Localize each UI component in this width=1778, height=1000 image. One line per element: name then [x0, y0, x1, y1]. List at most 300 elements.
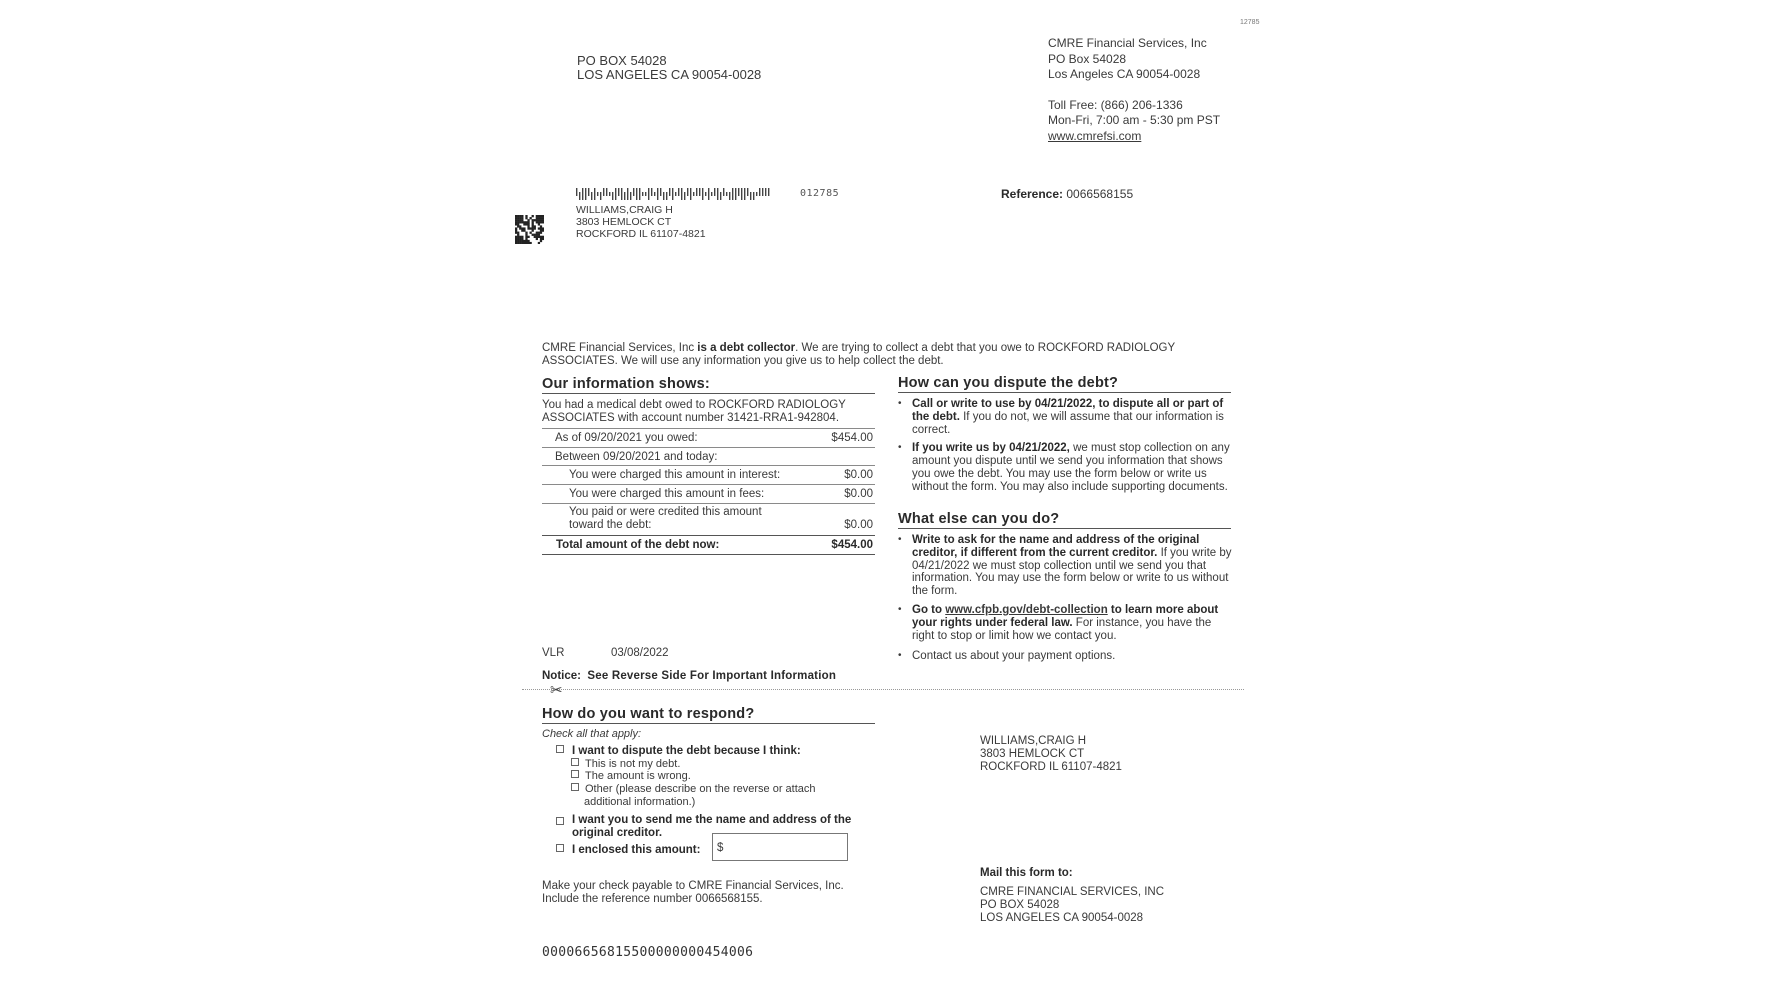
- barcode-bar: [594, 188, 595, 200]
- option-dispute[interactable]: [556, 745, 876, 758]
- sub-option-label: The amount is wrong.: [585, 770, 691, 783]
- qr-module: [534, 225, 536, 227]
- qr-module: [538, 242, 540, 244]
- else-bullet: [898, 650, 1232, 663]
- return-address-line: LOS ANGELES CA 90054-0028: [577, 67, 762, 82]
- barcode-bar: [606, 188, 607, 196]
- qr-module: [521, 238, 523, 240]
- vlr-label: VLR: [542, 647, 565, 659]
- qr-module: [517, 238, 519, 240]
- return-address-line: PO BOX 54028: [577, 53, 667, 68]
- qr-module: [538, 217, 540, 219]
- qr-module: [515, 236, 517, 238]
- qr-module: [538, 232, 540, 234]
- payable-note: [542, 880, 844, 906]
- checkbox-creditor[interactable]: [556, 817, 564, 825]
- qr-module: [532, 215, 534, 217]
- qr-module: [542, 221, 544, 223]
- sub-option-cont: additional information.): [584, 795, 696, 808]
- barcode-bar: [717, 188, 718, 200]
- qr-module: [519, 215, 521, 217]
- checkbox-other[interactable]: [571, 783, 579, 791]
- option-label: I want to dispute the debt because I think:: [572, 745, 801, 757]
- barcode-bar: [696, 188, 697, 196]
- return-address: [577, 54, 761, 82]
- qr-module: [534, 236, 536, 238]
- barcode-bar: [693, 192, 694, 196]
- qr-module: [540, 219, 542, 221]
- response-options: [556, 745, 876, 840]
- qr-module: [538, 234, 540, 236]
- qr-code: [515, 215, 544, 244]
- barcode-bar: [729, 192, 730, 200]
- payable-line: Make your check payable to CMRE Financial Services, Inc.: [542, 880, 844, 892]
- form-addressee: [980, 735, 1122, 774]
- amount-input[interactable]: [712, 833, 848, 861]
- qr-module: [527, 223, 529, 225]
- qr-module: [519, 219, 521, 221]
- qr-module: [515, 232, 517, 234]
- barcode-bar: [615, 188, 616, 200]
- qr-module: [525, 223, 527, 225]
- qr-module: [521, 219, 523, 221]
- qr-module: [538, 227, 540, 229]
- row-label: As of 09/20/2021 you owed:: [555, 432, 698, 444]
- dispute-bullet: [898, 398, 1232, 436]
- total-label: Total amount of the debt now:: [556, 539, 720, 551]
- qr-module: [525, 234, 527, 236]
- qr-module: [536, 234, 538, 236]
- qr-module: [534, 219, 536, 221]
- row-label: You were charged this amount in fees:: [569, 488, 765, 500]
- barcode-bar: [642, 192, 643, 196]
- qr-module: [517, 240, 519, 242]
- qr-module: [536, 238, 538, 240]
- qr-module: [521, 230, 523, 232]
- qr-module: [540, 221, 542, 223]
- respond-sub: Check all that apply:: [542, 728, 642, 740]
- table-rule: [542, 465, 875, 466]
- barcode-bar: [648, 188, 649, 200]
- qr-module: [536, 232, 538, 234]
- qr-module: [525, 240, 527, 242]
- scissors-icon: ✂: [550, 682, 563, 699]
- barcode-bar: [708, 188, 709, 200]
- qr-module: [536, 215, 538, 217]
- barcode-bar: [633, 188, 634, 196]
- qr-module: [519, 236, 521, 238]
- dispute-heading: How can you dispute the debt?: [898, 375, 1119, 391]
- table-rule: [542, 554, 875, 555]
- barcode-bar: [663, 192, 664, 200]
- qr-module: [517, 242, 519, 244]
- form-addressee-line: ROCKFORD IL 61107-4821: [980, 761, 1122, 773]
- qr-module: [525, 217, 527, 219]
- table-rule: [542, 484, 875, 485]
- barcode-bar: [702, 188, 703, 200]
- qr-module: [525, 232, 527, 234]
- company-name: CMRE Financial Services, Inc: [1048, 36, 1207, 50]
- qr-module: [525, 215, 527, 217]
- barcode-bar: [753, 192, 754, 200]
- option-label: I want you to send me the name and address of the original creditor.: [572, 814, 852, 839]
- company-city: Los Angeles CA 90054-0028: [1048, 67, 1201, 81]
- barcode-bar: [645, 192, 646, 196]
- qr-module: [525, 242, 527, 244]
- bullet-bold: If you write us by 04/21/2022,: [912, 442, 1070, 455]
- qr-module: [532, 227, 534, 229]
- ocr-scanline: 00006656815500000000454006: [542, 945, 754, 960]
- qr-module: [523, 240, 525, 242]
- mail-form-line: PO BOX 54028: [980, 899, 1060, 911]
- barcode-bar: [741, 188, 742, 200]
- row-label: You were charged this amount in interest:: [569, 469, 781, 481]
- qr-module: [530, 242, 532, 244]
- qr-module: [540, 230, 542, 232]
- qr-module: [517, 223, 519, 225]
- qr-module: [517, 217, 519, 219]
- barcode-bar: [582, 188, 583, 200]
- bullet-bold: Write to ask for the name and address of the original creditor, if different from the current creditor.: [912, 534, 1200, 559]
- qr-module: [515, 217, 517, 219]
- company-street: PO Box 54028: [1048, 51, 1127, 66]
- qr-module: [515, 242, 517, 244]
- table-rule: [542, 447, 875, 448]
- intro-post: . We are trying to collect a debt that you owe to ROCKFORD RADIOLOGY ASSOCIATES. We will use any information you give us to help collect the debt.: [542, 342, 1175, 367]
- qr-module: [515, 240, 517, 242]
- qr-module: [521, 227, 523, 229]
- barcode-bar: [666, 192, 667, 200]
- qr-module: [527, 219, 529, 221]
- mail-code: 012785: [800, 188, 840, 199]
- qr-module: [532, 219, 534, 221]
- qr-module: [525, 236, 527, 238]
- checkbox-amount-wrong[interactable]: [571, 770, 579, 778]
- qr-module: [515, 219, 517, 221]
- barcode-bar: [687, 188, 688, 196]
- form-addressee-line: 3803 HEMLOCK CT: [980, 748, 1085, 760]
- else-heading-rule: [898, 528, 1231, 529]
- checkbox-enclosed[interactable]: [556, 844, 564, 852]
- cfpb-link[interactable]: www.cfpb.gov/debt-collection: [945, 603, 1108, 616]
- qr-module: [525, 238, 527, 240]
- barcode-bar: [657, 188, 658, 200]
- barcode-bar: [732, 188, 733, 200]
- barcode-bar: [672, 188, 673, 200]
- bullet-bold: to learn more about your rights under federal law.: [912, 603, 1219, 629]
- qr-module: [540, 227, 542, 229]
- amount-prefix: $: [717, 842, 724, 854]
- qr-module: [540, 217, 542, 219]
- qr-module: [540, 215, 542, 217]
- qr-module: [527, 240, 529, 242]
- qr-module: [542, 217, 544, 219]
- qr-module: [517, 234, 519, 236]
- qr-module: [536, 217, 538, 219]
- mail-form-line: LOS ANGELES CA 90054-0028: [980, 912, 1144, 924]
- barcode-bar: [660, 188, 661, 196]
- else-heading: What else can you do?: [898, 511, 1060, 527]
- row-label: You paid or were credited this amount: [569, 506, 762, 518]
- intro-text: [542, 342, 1242, 368]
- addressee-line: WILLIAMS,CRAIG H: [576, 204, 673, 216]
- qr-module: [534, 234, 536, 236]
- qr-module: [534, 227, 536, 229]
- qr-module: [530, 227, 532, 229]
- qr-module: [532, 234, 534, 236]
- info-text: You had a medical debt owed to ROCKFORD RADIOLOGY ASSOCIATES with account number 31421-RRA1-942804.: [542, 399, 846, 424]
- sub-option-label: Other (please describe on the reverse or attach: [585, 782, 816, 795]
- qr-module: [538, 219, 540, 221]
- barcode-bar: [705, 192, 706, 196]
- bullet-text: we must stop collection on any amount you dispute until we send you information that shows you owe the debt. You may use the form below or write us without the form. You may also include supporting documents.: [912, 442, 1230, 493]
- qr-module: [532, 223, 534, 225]
- qr-module: [525, 221, 527, 223]
- qr-module: [542, 230, 544, 232]
- sub-option[interactable]: [571, 783, 876, 796]
- row-label-cont: toward the debt:: [569, 519, 652, 531]
- addressee-line: 3803 HEMLOCK CT: [576, 216, 672, 228]
- bullet-text: If you write by 04/21/2022 we must stop collection until we send you that information. You may use the form below or write to us without the form.: [912, 546, 1232, 598]
- barcode-bar: [597, 192, 598, 196]
- barcode-bar: [624, 192, 625, 200]
- qr-module: [521, 240, 523, 242]
- barcode-bar: [588, 188, 589, 196]
- qr-module: [515, 238, 517, 240]
- qr-module: [519, 238, 521, 240]
- dispute-bullet: [898, 442, 1232, 493]
- info-heading-rule: [542, 393, 875, 394]
- row-value: $0.00: [844, 469, 873, 481]
- qr-module: [515, 215, 517, 217]
- barcode-bar: [603, 188, 604, 196]
- bullet-bold: Call or write to use by 04/21/2022, to dispute all or part of the debt.: [912, 398, 1224, 423]
- qr-module: [536, 236, 538, 238]
- respond-heading: How do you want to respond?: [542, 706, 755, 722]
- qr-module: [521, 217, 523, 219]
- postal-barcode: [576, 188, 770, 200]
- qr-module: [523, 221, 525, 223]
- qr-module: [519, 221, 521, 223]
- qr-module: [515, 227, 517, 229]
- respond-heading-rule: [542, 723, 875, 724]
- barcode-bar: [585, 188, 586, 200]
- barcode-bar: [756, 192, 757, 196]
- qr-module: [530, 232, 532, 234]
- qr-module: [517, 232, 519, 234]
- qr-module: [540, 225, 542, 227]
- checkbox-dispute[interactable]: [556, 745, 564, 753]
- qr-module: [517, 215, 519, 217]
- bullet-text: Contact us about your payment options.: [912, 650, 1116, 663]
- payable-line: Include the reference number 0066568155.: [542, 893, 763, 905]
- qr-module: [515, 223, 517, 225]
- qr-module: [540, 236, 542, 238]
- qr-module: [519, 217, 521, 219]
- notice-label: Notice:: [542, 670, 581, 682]
- qr-module: [527, 242, 529, 244]
- qr-module: [527, 236, 529, 238]
- page-code: 12785: [1240, 19, 1260, 26]
- qr-module: [519, 242, 521, 244]
- qr-module: [527, 225, 529, 227]
- option-label: I enclosed this amount:: [572, 844, 701, 856]
- total-value: $454.00: [831, 539, 873, 551]
- barcode-bar: [714, 188, 715, 196]
- barcode-bar: [699, 188, 700, 196]
- barcode-bar: [600, 192, 601, 200]
- barcode-bar: [744, 188, 745, 200]
- mail-form-line: CMRE FINANCIAL SERVICES, INC: [980, 886, 1165, 898]
- barcode-bar: [627, 188, 628, 200]
- barcode-bar: [669, 188, 670, 196]
- qr-module: [532, 225, 534, 227]
- else-bullet: [898, 604, 1232, 642]
- barcode-bar: [639, 188, 640, 200]
- sub-option[interactable]: [571, 758, 876, 771]
- else-list: [898, 534, 1232, 669]
- sub-option[interactable]: [571, 770, 876, 783]
- barcode-bar: [750, 192, 751, 200]
- dispute-heading-rule: [898, 392, 1231, 393]
- qr-module: [515, 221, 517, 223]
- barcode-bar: [654, 192, 655, 196]
- row-value: $454.00: [831, 432, 873, 444]
- bullet-text: If you do not, we will assume that our information is correct.: [912, 410, 1224, 436]
- barcode-bar: [630, 192, 631, 200]
- qr-module: [519, 225, 521, 227]
- intro-bold: is a debt collector: [697, 342, 796, 354]
- qr-module: [521, 236, 523, 238]
- qr-module: [523, 223, 525, 225]
- qr-module: [527, 221, 529, 223]
- bullet-text: For instance, you have the right to stop or limit how we contact you.: [912, 616, 1212, 642]
- barcode-bar: [690, 188, 691, 200]
- barcode-bar: [738, 188, 739, 196]
- dispute-list: [898, 398, 1232, 500]
- barcode-bar: [621, 188, 622, 200]
- qr-module: [540, 232, 542, 234]
- vlr-date: 03/08/2022: [611, 647, 669, 659]
- barcode-bar: [723, 188, 724, 196]
- barcode-bar: [765, 188, 766, 196]
- barcode-bar: [651, 188, 652, 196]
- qr-module: [538, 221, 540, 223]
- qr-module: [530, 217, 532, 219]
- table-rule: [542, 535, 875, 536]
- addressee: [576, 204, 706, 240]
- qr-module: [542, 238, 544, 240]
- qr-module: [542, 219, 544, 221]
- tear-line: [522, 689, 1244, 690]
- qr-module: [519, 240, 521, 242]
- intro-pre: CMRE Financial Services, Inc: [542, 342, 698, 354]
- notice: [542, 670, 836, 682]
- company-block: [1048, 36, 1220, 144]
- reference: [1001, 187, 1133, 201]
- qr-module: [538, 236, 540, 238]
- bullet-pre: Go to: [912, 603, 946, 616]
- barcode-bar: [675, 192, 676, 196]
- barcode-bar: [711, 192, 712, 196]
- barcode-bar: [747, 188, 748, 196]
- qr-module: [536, 219, 538, 221]
- table-rule: [542, 503, 875, 504]
- barcode-bar: [579, 192, 580, 200]
- checkbox-not-my-debt[interactable]: [571, 758, 579, 766]
- qr-module: [519, 227, 521, 229]
- barcode-bar: [636, 188, 637, 200]
- qr-module: [538, 223, 540, 225]
- qr-module: [532, 230, 534, 232]
- website-link[interactable]: www.cmrefsi.com: [1048, 128, 1142, 143]
- qr-module: [515, 230, 517, 232]
- barcode-bar: [735, 188, 736, 200]
- addressee-line: ROCKFORD IL 61107-4821: [576, 228, 706, 240]
- qr-module: [542, 236, 544, 238]
- barcode-bar: [681, 188, 682, 200]
- mail-form-label: Mail this form to:: [980, 867, 1073, 879]
- qr-module: [517, 221, 519, 223]
- barcode-bar: [759, 188, 760, 196]
- info-heading: Our information shows:: [542, 376, 710, 392]
- else-bullet: [898, 534, 1232, 598]
- barcode-bar: [609, 192, 610, 196]
- qr-module: [540, 238, 542, 240]
- qr-module: [523, 230, 525, 232]
- reference-value: 0066568155: [1066, 187, 1134, 201]
- hours: Mon-Fri, 7:00 am - 5:30 pm PST: [1048, 113, 1221, 127]
- barcode-bar: [768, 188, 769, 196]
- qr-module: [540, 240, 542, 242]
- barcode-bar: [726, 192, 727, 196]
- qr-module: [523, 227, 525, 229]
- qr-module: [517, 219, 519, 221]
- toll-free: Toll Free: (866) 206-1336: [1048, 97, 1183, 112]
- qr-module: [521, 215, 523, 217]
- qr-module: [542, 227, 544, 229]
- qr-module: [536, 221, 538, 223]
- qr-module: [542, 215, 544, 217]
- sub-option-label: This is not my debt.: [585, 757, 681, 770]
- barcode-bar: [762, 188, 763, 196]
- option-enclosed[interactable]: [556, 844, 700, 856]
- reference-label: Reference:: [1001, 187, 1064, 201]
- table-rule: [542, 428, 875, 429]
- qr-module: [523, 242, 525, 244]
- barcode-bar: [618, 188, 619, 196]
- barcode-bar: [678, 188, 679, 196]
- barcode-bar: [576, 188, 577, 196]
- row-value: $0.00: [844, 488, 873, 500]
- qr-module: [517, 225, 519, 227]
- barcode-bar: [591, 192, 592, 200]
- qr-module: [517, 236, 519, 238]
- qr-module: [521, 242, 523, 244]
- form-addressee-line: WILLIAMS,CRAIG H: [980, 735, 1087, 747]
- qr-module: [521, 221, 523, 223]
- barcode-bar: [612, 192, 613, 200]
- qr-module: [532, 221, 534, 223]
- row-value: $0.00: [844, 519, 873, 531]
- qr-module: [538, 215, 540, 217]
- barcode-bar: [684, 192, 685, 200]
- row-label: Between 09/20/2021 and today:: [555, 451, 718, 463]
- barcode-bar: [720, 192, 721, 200]
- notice-text: See Reverse Side For Important Information: [587, 670, 837, 682]
- mail-form-address: [980, 886, 1164, 925]
- qr-module: [527, 227, 529, 229]
